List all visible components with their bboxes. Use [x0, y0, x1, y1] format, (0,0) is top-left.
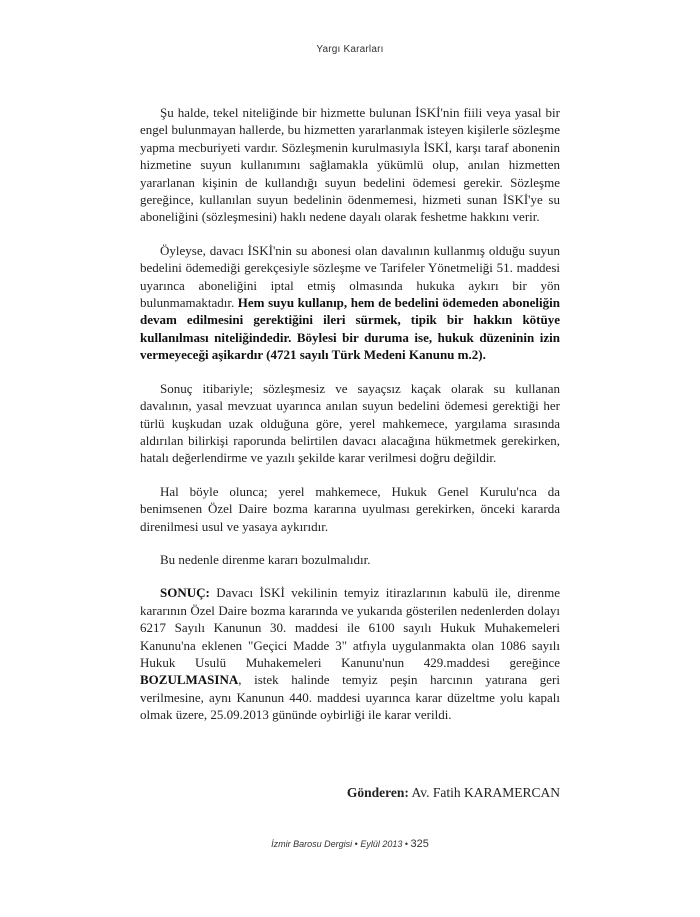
paragraph	[140, 380, 560, 467]
text-run: Hal böyle olunca; yerel mahkemece, Hukuk Genel Kurulu'nca da benimsenen Özel Daire bozma kararına uyulması gerekirken, önceki kararda direnilmesi usul ve yasaya aykırıdır.	[140, 483, 560, 534]
page-number: 325	[410, 838, 429, 850]
sender-label: Gönderen:	[346, 785, 409, 800]
bold-text-run: BOZULMASINA	[140, 672, 239, 688]
running-header: Yargı Kararları	[316, 44, 384, 55]
page-footer	[0, 838, 700, 850]
sender-name: Av. Fatih KARAMERCAN	[408, 785, 560, 800]
paragraph	[140, 584, 560, 723]
text-run: , istek halinde temyiz peşin harcının yatırana geri verilmesine, aynı Kanunun 440. maddesi uyarınca karar düzeltme yolu kapalı olmak üzere, 25.09.2013 gününde oybirliği ile karar verildi.	[140, 672, 560, 723]
text-run: Sonuç itibariyle; sözleşmesiz ve sayaçsız kaçak olarak su kullanan davalının, yasal mevzuat uyarınca anılan suyun bedelini ödemesi gerektiği her türlü kuşkudan uzak olduğuna göre, yerel mahkemece, yargılama sırasında aldırılan bilirkişi raporunda belirtilen davacı alacağına hükmetmek gerekirken, hatalı değerlendirme ve yazılı şekilde karar verilmesi doğru değildir.	[140, 380, 560, 466]
bold-text-run: SONUÇ:	[160, 585, 210, 601]
footer-sep-2: •	[402, 839, 411, 849]
bold-text-run: Hem suyu kullanıp, hem de bedelini ödemeden aboneliğin devam edilmesini gerektiğini ileri sürmek, tipik bir hakkın kötüye kullanılması niteliğindedir. Böylesi bir duruma ise, hukuk düzeninin izin vermeyeceği aşikardır (4721 sayılı Türk Medeni Kanunu m.2).	[140, 295, 560, 363]
text-run: Davacı İSKİ vekilinin temyiz itirazlarının kabulü ile, direnme kararının Özel Daire bozma kararında ve yukarıda gösterilen nedenlerden dolayı 6217 Sayılı Kanunun 30. maddesi ile 6100 sayılı Hukuk Muhakemeleri Kanunu'na eklenen "Geçici Madde 3" atfıyla uygulanmakta olan 1086 sayılı Hukuk Usulü Muhakemeleri Kanunu'nun 429.maddesi gereğince	[140, 585, 560, 670]
journal-name: İzmir Barosu Dergisi	[271, 839, 353, 849]
sender-line	[140, 785, 560, 801]
text-run: Bu nedenle direnme kararı bozulmalıdır.	[160, 551, 371, 567]
paragraph	[140, 483, 560, 535]
paragraph	[140, 104, 560, 226]
paragraph	[140, 242, 560, 364]
paragraph	[140, 551, 560, 568]
journal-date: Eylül 2013	[360, 839, 403, 849]
document-body	[140, 104, 560, 740]
text-run: Öyleyse, davacı İSKİ'nin su abonesi olan davalının kullanmış olduğu suyun bedelini ödemediği gerekçesiyle sözleşme ve Tarifeler Yönetmeliği 51. maddesi uyarınca aboneliğini iptal etmiş olmasında hukuka aykırı bir yön bulunmamaktadır.	[140, 242, 560, 311]
footer-sep-1: •	[352, 839, 361, 849]
text-run: Şu halde, tekel niteliğinde bir hizmette bulunan İSKİ'nin fiili veya yasal bir engel bulunmayan hallerde, bu hizmetten yararlanmak isteyen kişilerle sözleşme yapma mecburiyeti vardır. Sözleşmenin kurulmasıyla İSKİ, karşı taraf abonenin hizmetine suyun kullanımını sağlamakla yükümlü olup, anılan hizmetten yararlanan kişinin de kullandığı suyun bedelini ödemesi gerekir. Sözleşme gereğince, kullanılan suyun bedelinin ödenmemesi, hizmeti sunan İSKİ'ye su aboneliğini (sözleşmesini) haklı nedene dayalı olarak feshetme hakkını verir.	[140, 105, 560, 225]
